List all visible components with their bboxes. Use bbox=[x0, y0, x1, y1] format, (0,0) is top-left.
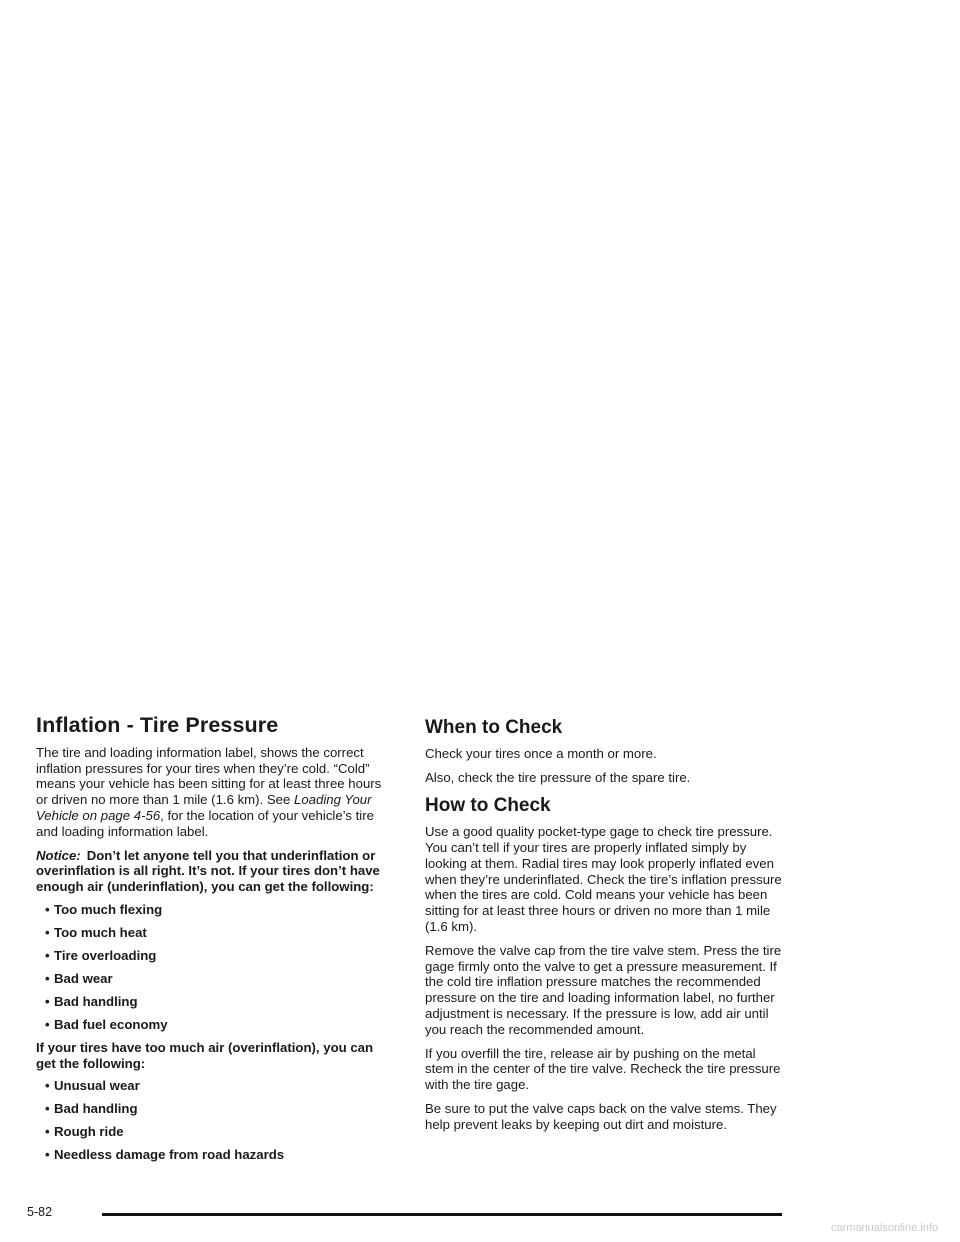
cross-reference-link[interactable]: Loading Your Vehicle on page 4-56 bbox=[36, 792, 372, 823]
paragraph: Use a good quality pocket-type gage to check tire pressure. You can’t tell if your tires are properly inflated simply by looking at them. Radial tires may look properly inflated even when they’re underinflated. Check the tire’s inflation pressure when the tires are cold. Cold means your vehicle has been sitting for at least three hours or driven no more than 1 mile (1.6 km). bbox=[425, 824, 782, 935]
notice-text: Don’t let anyone tell you that underinflation or overinflation is all right. It’s not. If your tires don’t have enough air (underinflation), you can get the following: bbox=[36, 847, 380, 895]
list-item: • Needless damage from road hazards bbox=[45, 1147, 285, 1163]
notice-label: Notice: bbox=[36, 847, 81, 863]
list-item: • Too much heat bbox=[45, 924, 147, 940]
footer-rule bbox=[102, 1213, 782, 1216]
left-column bbox=[36, 713, 396, 1170]
list-item: • Tire overloading bbox=[45, 947, 157, 963]
overinflation-list bbox=[36, 1078, 396, 1163]
section-title-inflation: Inflation - Tire Pressure bbox=[36, 713, 279, 737]
page-number: 5-82 bbox=[27, 1205, 53, 1219]
section-title-when-to-check: When to Check bbox=[425, 717, 563, 738]
list-item: • Unusual wear bbox=[45, 1078, 140, 1094]
paragraph: Remove the valve cap from the tire valve stem. Press the tire gage firmly onto the valve to get a pressure measurement. If the cold tire inflation pressure matches the recommended pressure on the tire and loading information label, no further adjustment is necessary. If the pressure is low, add air until you reach the recommended amount. bbox=[425, 942, 782, 1037]
intro-paragraph: The tire and loading information label, shows the correct inflation pressures for your tires when they’re cold. “Cold” means your vehicle has been sitting for at least three hours or driven no more than 1 mile (1.6 km). See Loading Your Vehicle on page 4-56, for the location of your vehicle’s tire and loading information label. bbox=[36, 744, 382, 839]
underinflation-list bbox=[36, 902, 396, 1033]
right-column bbox=[425, 717, 785, 1141]
watermark: carmanualsonline.info bbox=[830, 1222, 938, 1234]
paragraph: Also, check the tire pressure of the spare tire. bbox=[425, 769, 691, 785]
paragraph: Be sure to put the valve caps back on the valve stems. They help prevent leaks by keeping out dirt and moisture. bbox=[425, 1101, 777, 1132]
list-item: • Bad handling bbox=[45, 1101, 138, 1117]
list-item: • Bad fuel economy bbox=[45, 1016, 168, 1032]
list-item: • Too much flexing bbox=[45, 901, 163, 917]
notice-paragraph bbox=[36, 848, 396, 895]
list-item: • Bad handling bbox=[45, 993, 138, 1009]
paragraph: Check your tires once a month or more. bbox=[425, 745, 657, 761]
list-item: • Bad wear bbox=[45, 970, 113, 986]
list-item: • Rough ride bbox=[45, 1124, 124, 1140]
paragraph: If you overfill the tire, release air by pushing on the metal stem in the center of the tire valve. Recheck the tire pressure with the tire gage. bbox=[425, 1045, 781, 1093]
overinflation-paragraph: If your tires have too much air (overinflation), you can get the following: bbox=[36, 1039, 374, 1071]
section-title-how-to-check: How to Check bbox=[425, 795, 551, 817]
